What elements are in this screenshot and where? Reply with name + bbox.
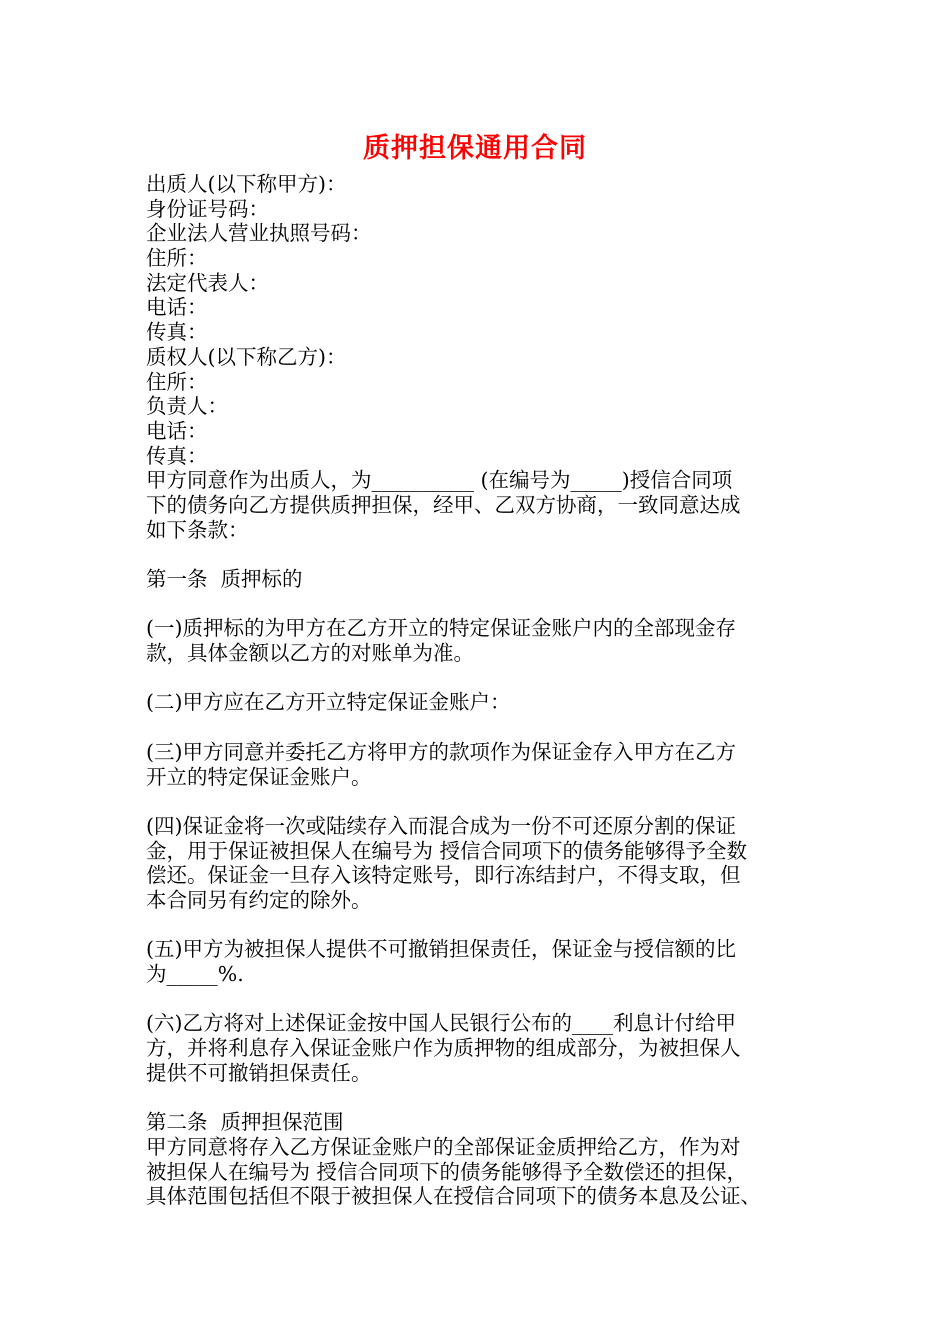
- text-line: (一)质押标的为甲方在乙方开立的特定保证金账户内的全部现金存: [146, 616, 736, 641]
- text-line: 传真：: [146, 320, 208, 345]
- text-line: 传真：: [146, 443, 208, 468]
- text-line: 质权人(以下称乙方)：: [146, 344, 347, 369]
- blank-line: [146, 789, 816, 814]
- blank-line: [146, 715, 816, 740]
- blank-line: [146, 913, 816, 938]
- text-line: 住所：: [146, 369, 208, 394]
- text-line: 被担保人在编号为 授信合同项下的债务能够得予全数偿还的担保，: [146, 1159, 748, 1184]
- text-line: 甲方同意将存入乙方保证金账户的全部保证金质押给乙方，作为对: [146, 1134, 741, 1159]
- text-line: 具体范围包括但不限于被担保人在授信合同项下的债务本息及公证、: [146, 1184, 761, 1209]
- text-line: 企业法人营业执照号码：: [146, 221, 372, 246]
- text-line: 负责人：: [146, 394, 228, 419]
- document-body: [146, 172, 816, 1209]
- text-line: (六)乙方将对上述保证金按中国人民银行公布的____利息计付给甲: [146, 1011, 736, 1036]
- text-line: (四)保证金将一次或陆续存入而混合成为一份不可还原分割的保证: [146, 813, 736, 838]
- text-line: 本合同另有约定的除外。: [146, 887, 372, 912]
- text-line: 出质人(以下称甲方)：: [146, 172, 347, 196]
- text-line: 方，并将利息存入保证金账户作为质押物的组成部分，为被担保人: [146, 1036, 741, 1061]
- text-line: 电话：: [146, 295, 208, 320]
- text-line: 第二条 质押担保范围: [146, 1110, 344, 1135]
- text-line: 甲方同意作为出质人，为__________ (在编号为_____)授信合同项: [146, 468, 733, 493]
- blank-line: [146, 1085, 816, 1110]
- text-line: 偿还。保证金一旦存入该特定账号，即行冻结封户，不得支取，但: [146, 863, 741, 888]
- text-line: (二)甲方应在乙方开立特定保证金账户：: [146, 690, 511, 715]
- blank-line: [146, 592, 816, 617]
- text-line: 第一条 质押标的: [146, 567, 303, 591]
- text-line: (三)甲方同意并委托乙方将甲方的款项作为保证金存入甲方在乙方: [146, 739, 736, 764]
- text-line: 如下条款：: [146, 517, 249, 542]
- text-line: 提供不可撤销担保责任。: [146, 1060, 372, 1085]
- blank-line: [146, 987, 816, 1012]
- text-line: 身份证号码：: [146, 196, 269, 221]
- text-line: 下的债务向乙方提供质押担保，经甲、乙双方协商，一致同意达成: [146, 492, 741, 517]
- text-line: 款，具体金额以乙方的对账单为准。: [146, 641, 474, 666]
- blank-line: [146, 542, 816, 567]
- text-line: 住所：: [146, 246, 208, 271]
- text-line: (五)甲方为被担保人提供不可撤销担保责任，保证金与授信额的比: [146, 937, 736, 962]
- text-line: 为_____%.: [146, 962, 244, 986]
- text-line: 电话：: [146, 418, 208, 443]
- blank-line: [146, 666, 816, 691]
- text-line: 开立的特定保证金账户。: [146, 764, 372, 789]
- text-line: 法定代表人：: [146, 270, 269, 295]
- document-title: 质押担保通用合同: [363, 133, 587, 164]
- text-line: 金，用于保证被担保人在编号为 授信合同项下的债务能够得予全数: [146, 838, 748, 863]
